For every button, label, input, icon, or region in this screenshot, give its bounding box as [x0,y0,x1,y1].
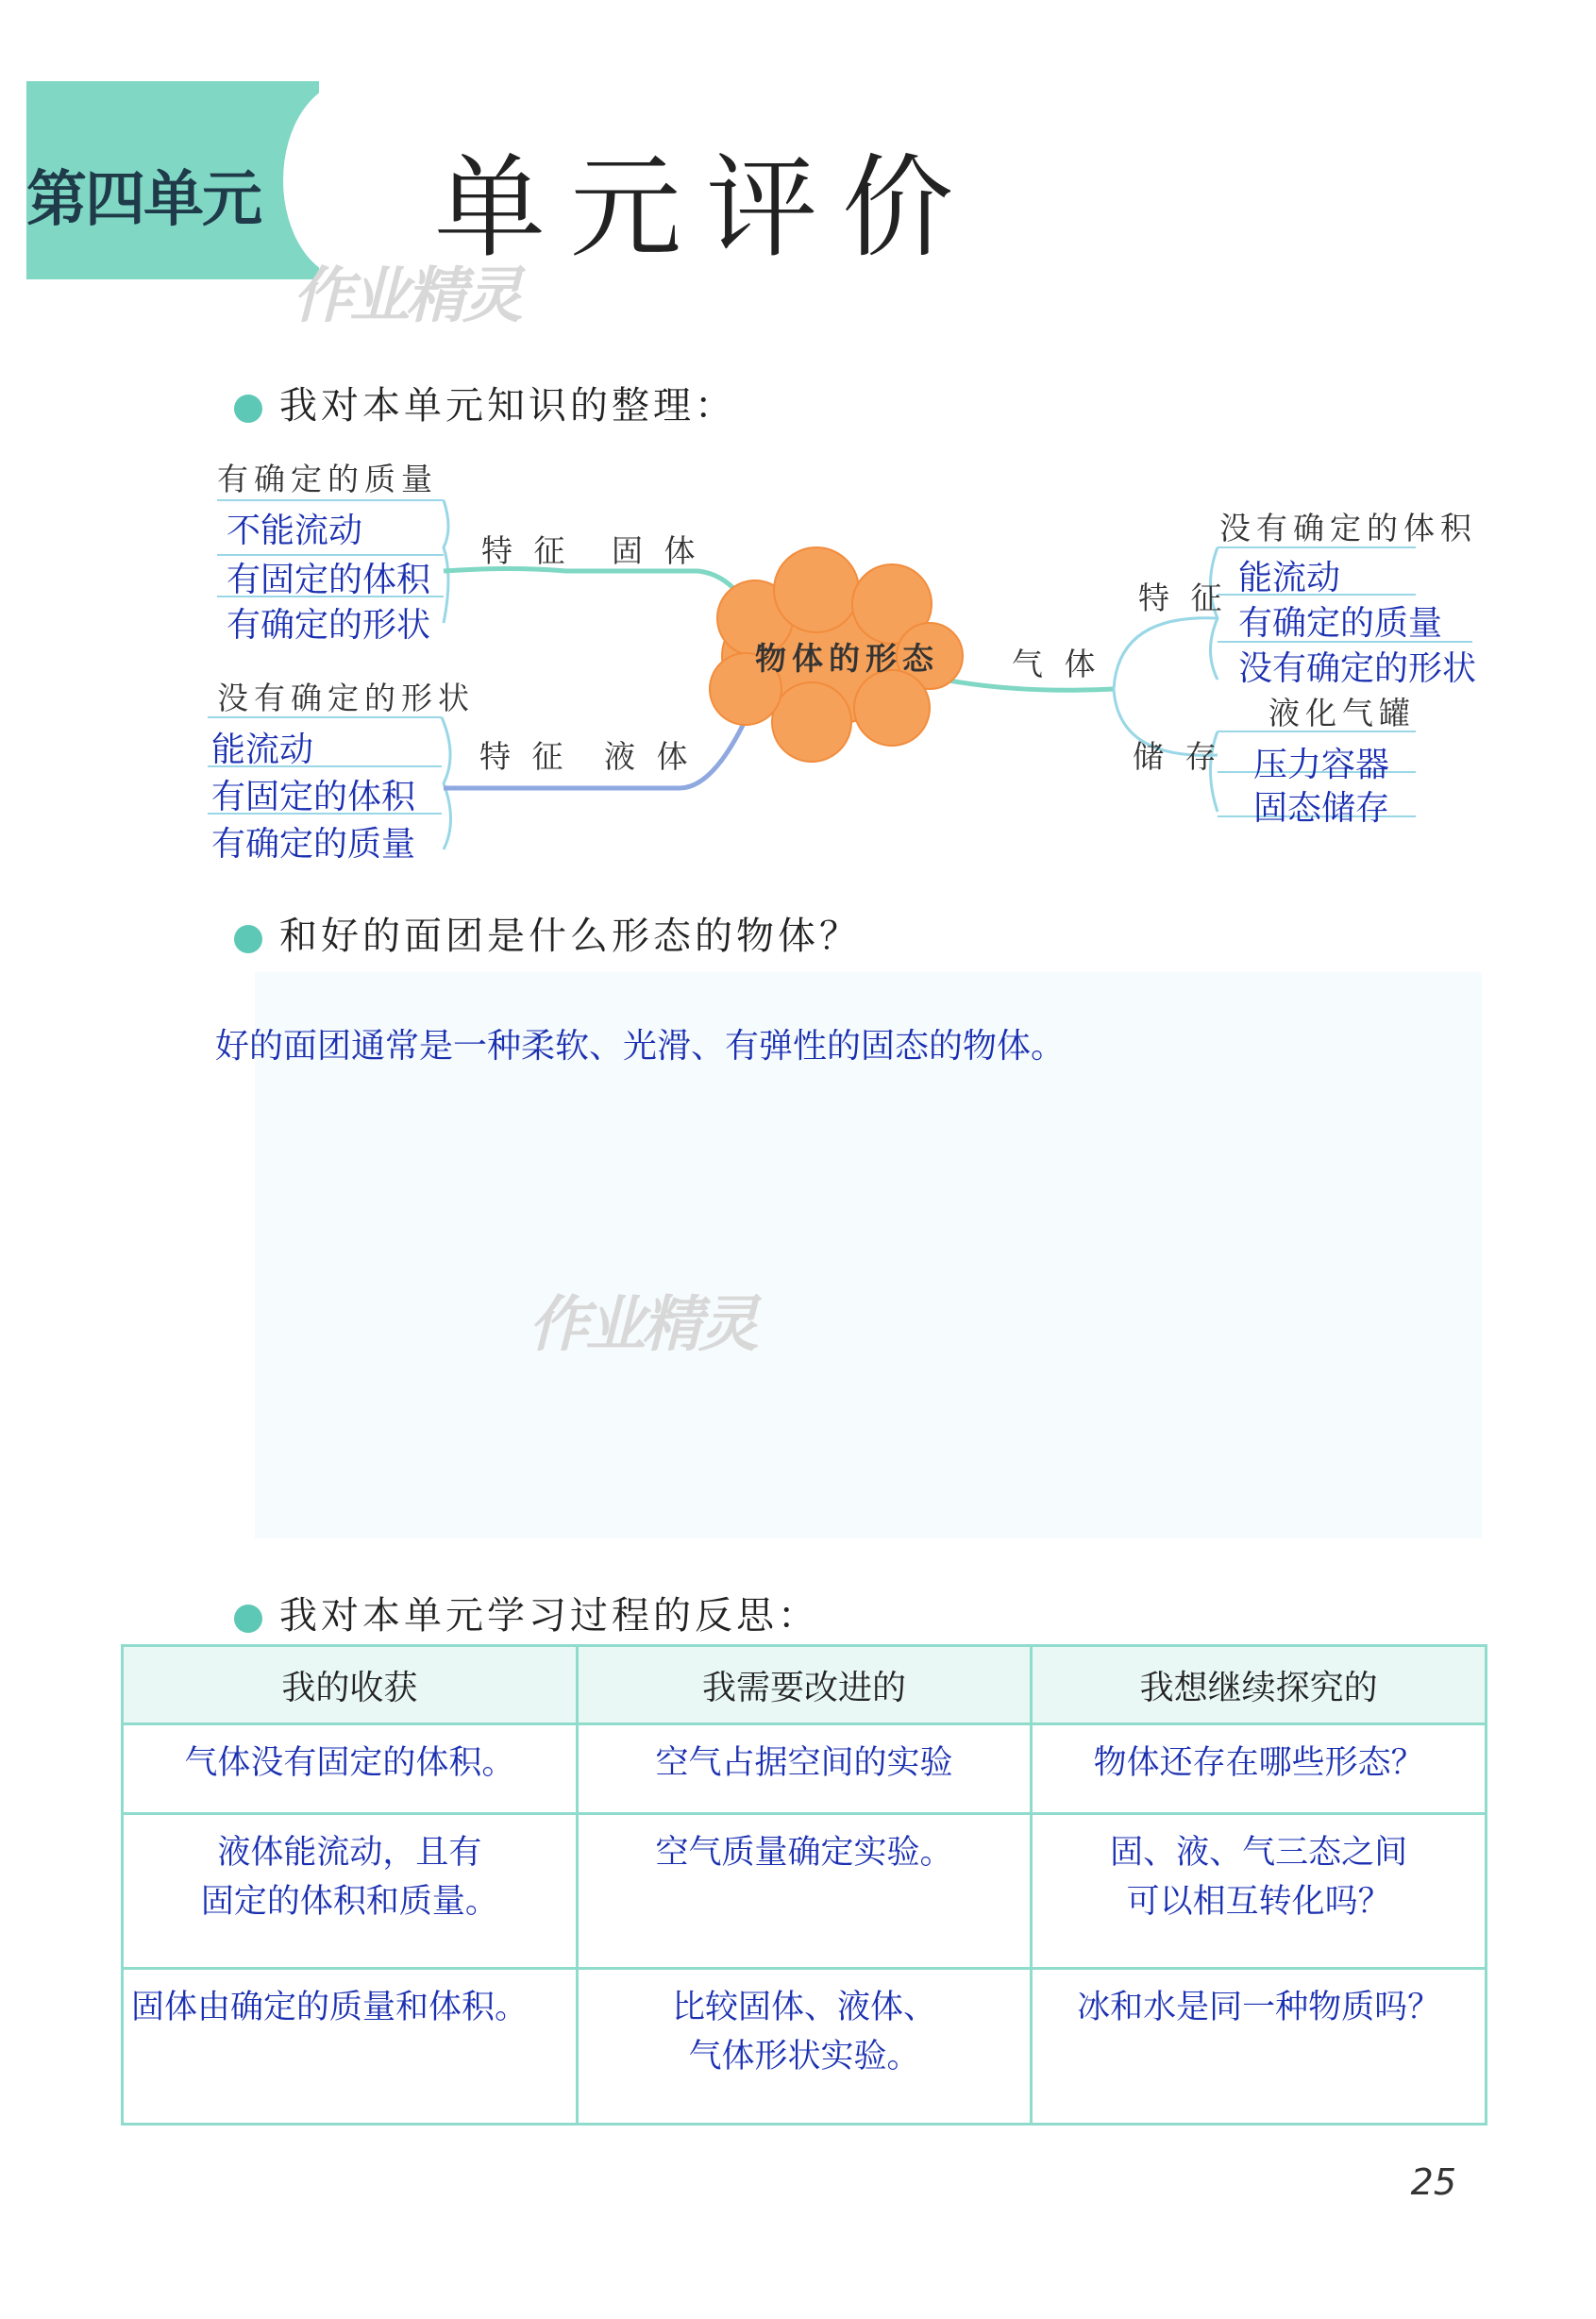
table-row [123,1813,1487,1969]
table-cell: 比较固体、液体、 气体形状实验。 [577,1969,1032,2125]
section-question-heading [234,906,861,960]
solid-top-note: 有确定的质量 [217,461,438,497]
gas-storage-item: 压力容器 [1253,746,1390,784]
reflection-table [121,1644,1487,2126]
column-header: 我需要改进的 [577,1646,1032,1724]
table-row [123,1969,1487,2125]
gas-item: 能流动 [1238,559,1341,597]
gas-storage-item: 固态储存 [1253,789,1390,828]
table-cell: 气体没有固定的体积。 [123,1724,578,1814]
table-cell: 固、液、气三态之间 可以相互转化吗？ [1032,1813,1487,1969]
bullet-dot [234,1605,262,1633]
bullet-dot [234,925,262,953]
unit-label: 第四单元 [26,165,260,235]
solid-item: 不能流动 [227,512,363,550]
gas-storage-label: 储 存 [1133,738,1222,775]
watermark: 作业精灵 [293,261,519,331]
table-cell: 液体能流动，且有 固定的体积和质量。 [123,1813,578,1969]
table-cell: 冰和水是同一种物质吗？ [1032,1969,1487,2125]
liquid-top-note: 没有确定的形状 [217,680,475,716]
solid-name: 固 体 [612,532,701,569]
solid-item: 有确定的形状 [227,606,431,645]
solid-item: 有固定的体积 [227,561,431,599]
liquid-name: 液 体 [604,738,694,775]
liquid-item: 有固定的体积 [211,778,416,816]
question-answer: 好的面团通常是一种柔软、光滑、有弹性的固态的物体。 [215,1027,1066,1066]
page-number: 25 [1410,2161,1456,2203]
column-header: 我想继续探究的 [1032,1646,1487,1724]
table-row [123,1724,1487,1814]
table-cell: 空气占据空间的实验 [577,1724,1032,1814]
gas-name: 气 体 [1012,646,1101,682]
table-cell: 空气质量确定实验。 [577,1813,1032,1969]
column-header: 我的收获 [123,1646,578,1724]
section-question-heading-text: 和好的面团是什么形态的物体？ [279,915,861,958]
mind-map-center: 物体的形态 [755,640,939,677]
watermark: 作业精灵 [529,1290,755,1360]
section-reflection-heading [234,1586,819,1639]
gas-item: 有确定的质量 [1238,604,1443,643]
liquid-item: 有确定的质量 [211,825,416,864]
table-cell: 固体由确定的质量和体积。 [123,1969,578,2125]
table-header-row [123,1646,1487,1724]
gas-feature-label: 特 征 [1138,580,1228,616]
gas-storage-note: 液化气罐 [1268,695,1416,731]
section-knowledge-heading-text: 我对本单元知识的整理： [279,384,736,428]
gas-item: 没有确定的形状 [1238,649,1477,688]
page-title: 单元评价 [434,143,979,273]
liquid-item: 能流动 [211,731,314,769]
solid-feature-label: 特 征 [481,532,571,569]
table-cell: 物体还存在哪些形态？ [1032,1724,1487,1814]
liquid-feature-label: 特 征 [479,738,569,775]
section-reflection-heading-text: 我对本单元学习过程的反思： [279,1594,819,1638]
gas-top-note: 没有确定的体积 [1219,510,1477,546]
